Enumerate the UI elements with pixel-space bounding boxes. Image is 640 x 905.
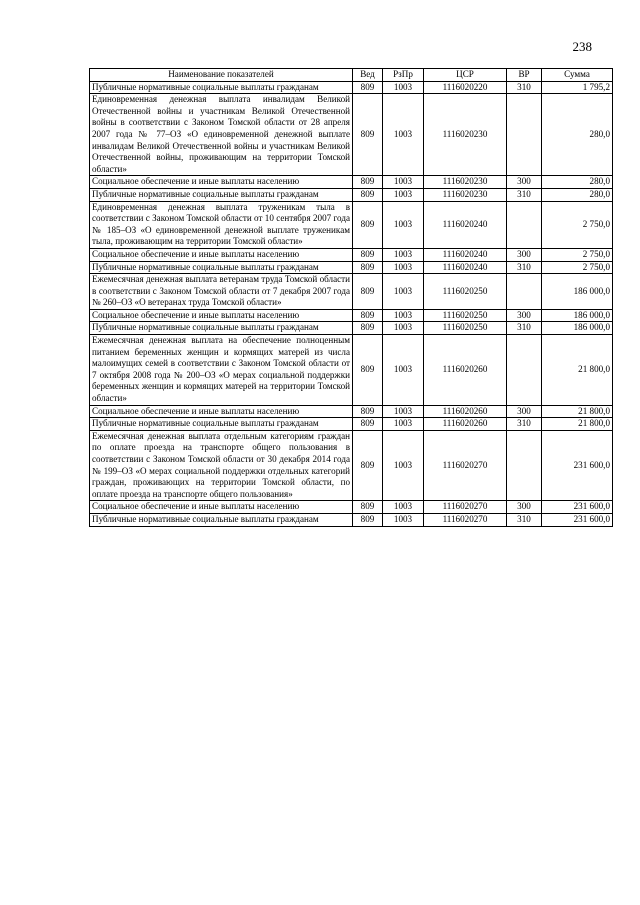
row-name: Социальное обеспечение и иные выплаты населению: [90, 248, 353, 261]
row-rzpr: 1003: [383, 430, 424, 501]
table-row: [90, 81, 613, 94]
row-vr: [507, 430, 542, 501]
table-row: [90, 418, 613, 431]
row-vr: 300: [507, 176, 542, 189]
table-row: [90, 261, 613, 274]
row-name: Социальное обеспечение и иные выплаты населению: [90, 309, 353, 322]
row-name: Публичные нормативные социальные выплаты гражданам: [90, 261, 353, 274]
row-rzpr: 1003: [383, 322, 424, 335]
row-ved: 809: [353, 261, 383, 274]
row-csr: 1116020250: [424, 274, 507, 310]
row-csr: 1116020220: [424, 81, 507, 94]
table-row: [90, 176, 613, 189]
row-vr: 310: [507, 322, 542, 335]
row-sum: 186 000,0: [542, 274, 613, 310]
row-ved: 809: [353, 501, 383, 514]
row-ved: 809: [353, 335, 383, 406]
row-ved: 809: [353, 274, 383, 310]
row-rzpr: 1003: [383, 248, 424, 261]
row-rzpr: 1003: [383, 188, 424, 201]
row-sum: 186 000,0: [542, 322, 613, 335]
row-name: Публичные нормативные социальные выплаты гражданам: [90, 322, 353, 335]
row-name: Ежемесячная денежная выплата на обеспечение полноценным питанием беременных женщин и кормящих матерей из числа малоимущих семей в соответствии с Законом Томской области от 7 октября 2008 года № 200–ОЗ «О мерах социальной поддержки беременных женщин и кормящих матерей на территории Томской области»: [90, 335, 353, 406]
row-ved: 809: [353, 430, 383, 501]
header-ved: Вед: [353, 69, 383, 82]
row-vr: 310: [507, 261, 542, 274]
row-csr: 1116020240: [424, 201, 507, 248]
row-rzpr: 1003: [383, 501, 424, 514]
table-row: [90, 501, 613, 514]
row-vr: [507, 274, 542, 310]
table-body: [90, 81, 613, 526]
row-vr: 300: [507, 501, 542, 514]
row-sum: 21 800,0: [542, 418, 613, 431]
row-ved: 809: [353, 513, 383, 526]
row-rzpr: 1003: [383, 335, 424, 406]
row-vr: 310: [507, 81, 542, 94]
table-row: [90, 405, 613, 418]
table-row: [90, 201, 613, 248]
header-rzpr: РзПр: [383, 69, 424, 82]
row-sum: 231 600,0: [542, 513, 613, 526]
header-sum: Сумма: [542, 69, 613, 82]
row-ved: 809: [353, 94, 383, 176]
row-sum: 21 800,0: [542, 405, 613, 418]
row-rzpr: 1003: [383, 513, 424, 526]
row-name: Публичные нормативные социальные выплаты гражданам: [90, 418, 353, 431]
row-sum: 280,0: [542, 188, 613, 201]
row-name: Социальное обеспечение и иные выплаты населению: [90, 405, 353, 418]
budget-table: [89, 68, 613, 527]
row-ved: 809: [353, 176, 383, 189]
row-csr: 1116020240: [424, 248, 507, 261]
row-csr: 1116020240: [424, 261, 507, 274]
row-csr: 1116020260: [424, 418, 507, 431]
row-vr: [507, 201, 542, 248]
row-ved: 809: [353, 248, 383, 261]
row-vr: [507, 94, 542, 176]
row-sum: 21 800,0: [542, 335, 613, 406]
row-rzpr: 1003: [383, 261, 424, 274]
row-vr: 300: [507, 309, 542, 322]
row-csr: 1116020250: [424, 309, 507, 322]
page-number: 238: [572, 39, 592, 54]
row-sum: 1 795,2: [542, 81, 613, 94]
row-name: Публичные нормативные социальные выплаты гражданам: [90, 81, 353, 94]
row-ved: 809: [353, 309, 383, 322]
row-name: Ежемесячная денежная выплата ветеранам труда Томской области в соответствии с Законом Томской области от 7 декабря 2007 года № 260–ОЗ «О ветеранах труда Томской области»: [90, 274, 353, 310]
table-row: [90, 309, 613, 322]
row-name: Единовременная денежная выплата труженикам тыла в соответствии с Законом Томской области от 10 сентября 2007 года № 185–ОЗ «О единовременной денежной выплате труженикам тыла, проживающим на территории Томской области»: [90, 201, 353, 248]
header-csr: ЦСР: [424, 69, 507, 82]
row-csr: 1116020270: [424, 513, 507, 526]
row-ved: 809: [353, 405, 383, 418]
row-vr: 310: [507, 418, 542, 431]
row-ved: 809: [353, 188, 383, 201]
row-rzpr: 1003: [383, 274, 424, 310]
row-sum: 280,0: [542, 94, 613, 176]
row-ved: 809: [353, 81, 383, 94]
row-rzpr: 1003: [383, 94, 424, 176]
row-rzpr: 1003: [383, 405, 424, 418]
row-csr: 1116020260: [424, 405, 507, 418]
row-rzpr: 1003: [383, 81, 424, 94]
table-row: [90, 274, 613, 310]
row-name: Публичные нормативные социальные выплаты гражданам: [90, 513, 353, 526]
row-vr: 300: [507, 405, 542, 418]
row-sum: 231 600,0: [542, 430, 613, 501]
row-csr: 1116020260: [424, 335, 507, 406]
table-row: [90, 322, 613, 335]
row-vr: [507, 335, 542, 406]
row-name: Ежемесячная денежная выплата отдельным категориям граждан по оплате проезда на транспорте общего пользования в соответствии с Законом Томской области от 30 декабря 2014 года № 199–ОЗ «О мерах социальной поддержки отдельных категорий граждан, проживающих на территории Томской области, по оплате проезда на транспорте общего пользования»: [90, 430, 353, 501]
row-name: Социальное обеспечение и иные выплаты населению: [90, 501, 353, 514]
table-row: [90, 94, 613, 176]
row-name: Публичные нормативные социальные выплаты гражданам: [90, 188, 353, 201]
table-row: [90, 188, 613, 201]
row-ved: 809: [353, 418, 383, 431]
row-csr: 1116020250: [424, 322, 507, 335]
row-vr: 310: [507, 188, 542, 201]
row-csr: 1116020230: [424, 176, 507, 189]
row-rzpr: 1003: [383, 309, 424, 322]
row-sum: 2 750,0: [542, 201, 613, 248]
row-name: Социальное обеспечение и иные выплаты населению: [90, 176, 353, 189]
row-vr: 300: [507, 248, 542, 261]
row-rzpr: 1003: [383, 418, 424, 431]
row-rzpr: 1003: [383, 176, 424, 189]
row-sum: 2 750,0: [542, 261, 613, 274]
row-rzpr: 1003: [383, 201, 424, 248]
row-sum: 2 750,0: [542, 248, 613, 261]
table-row: [90, 430, 613, 501]
table-row: [90, 513, 613, 526]
row-csr: 1116020230: [424, 94, 507, 176]
table-header: [90, 69, 613, 82]
row-name: Единовременная денежная выплата инвалидам Великой Отечественной войны и участникам Великой Отечественной войны в соответствии с Законом Томской области от 28 апреля 2007 года № 77–ОЗ «О единовременной денежной выплате инвалидам Великой Отечественной войны и участникам Великой Отечественной войны, проживающим на территории Томской области»: [90, 94, 353, 176]
row-csr: 1116020270: [424, 501, 507, 514]
row-sum: 280,0: [542, 176, 613, 189]
header-name: Наименование показателей: [90, 69, 353, 82]
header-row: [90, 69, 613, 82]
row-csr: 1116020230: [424, 188, 507, 201]
row-sum: 231 600,0: [542, 501, 613, 514]
table-row: [90, 335, 613, 406]
row-sum: 186 000,0: [542, 309, 613, 322]
row-vr: 310: [507, 513, 542, 526]
row-ved: 809: [353, 322, 383, 335]
header-vr: ВР: [507, 69, 542, 82]
row-ved: 809: [353, 201, 383, 248]
table-row: [90, 248, 613, 261]
row-csr: 1116020270: [424, 430, 507, 501]
